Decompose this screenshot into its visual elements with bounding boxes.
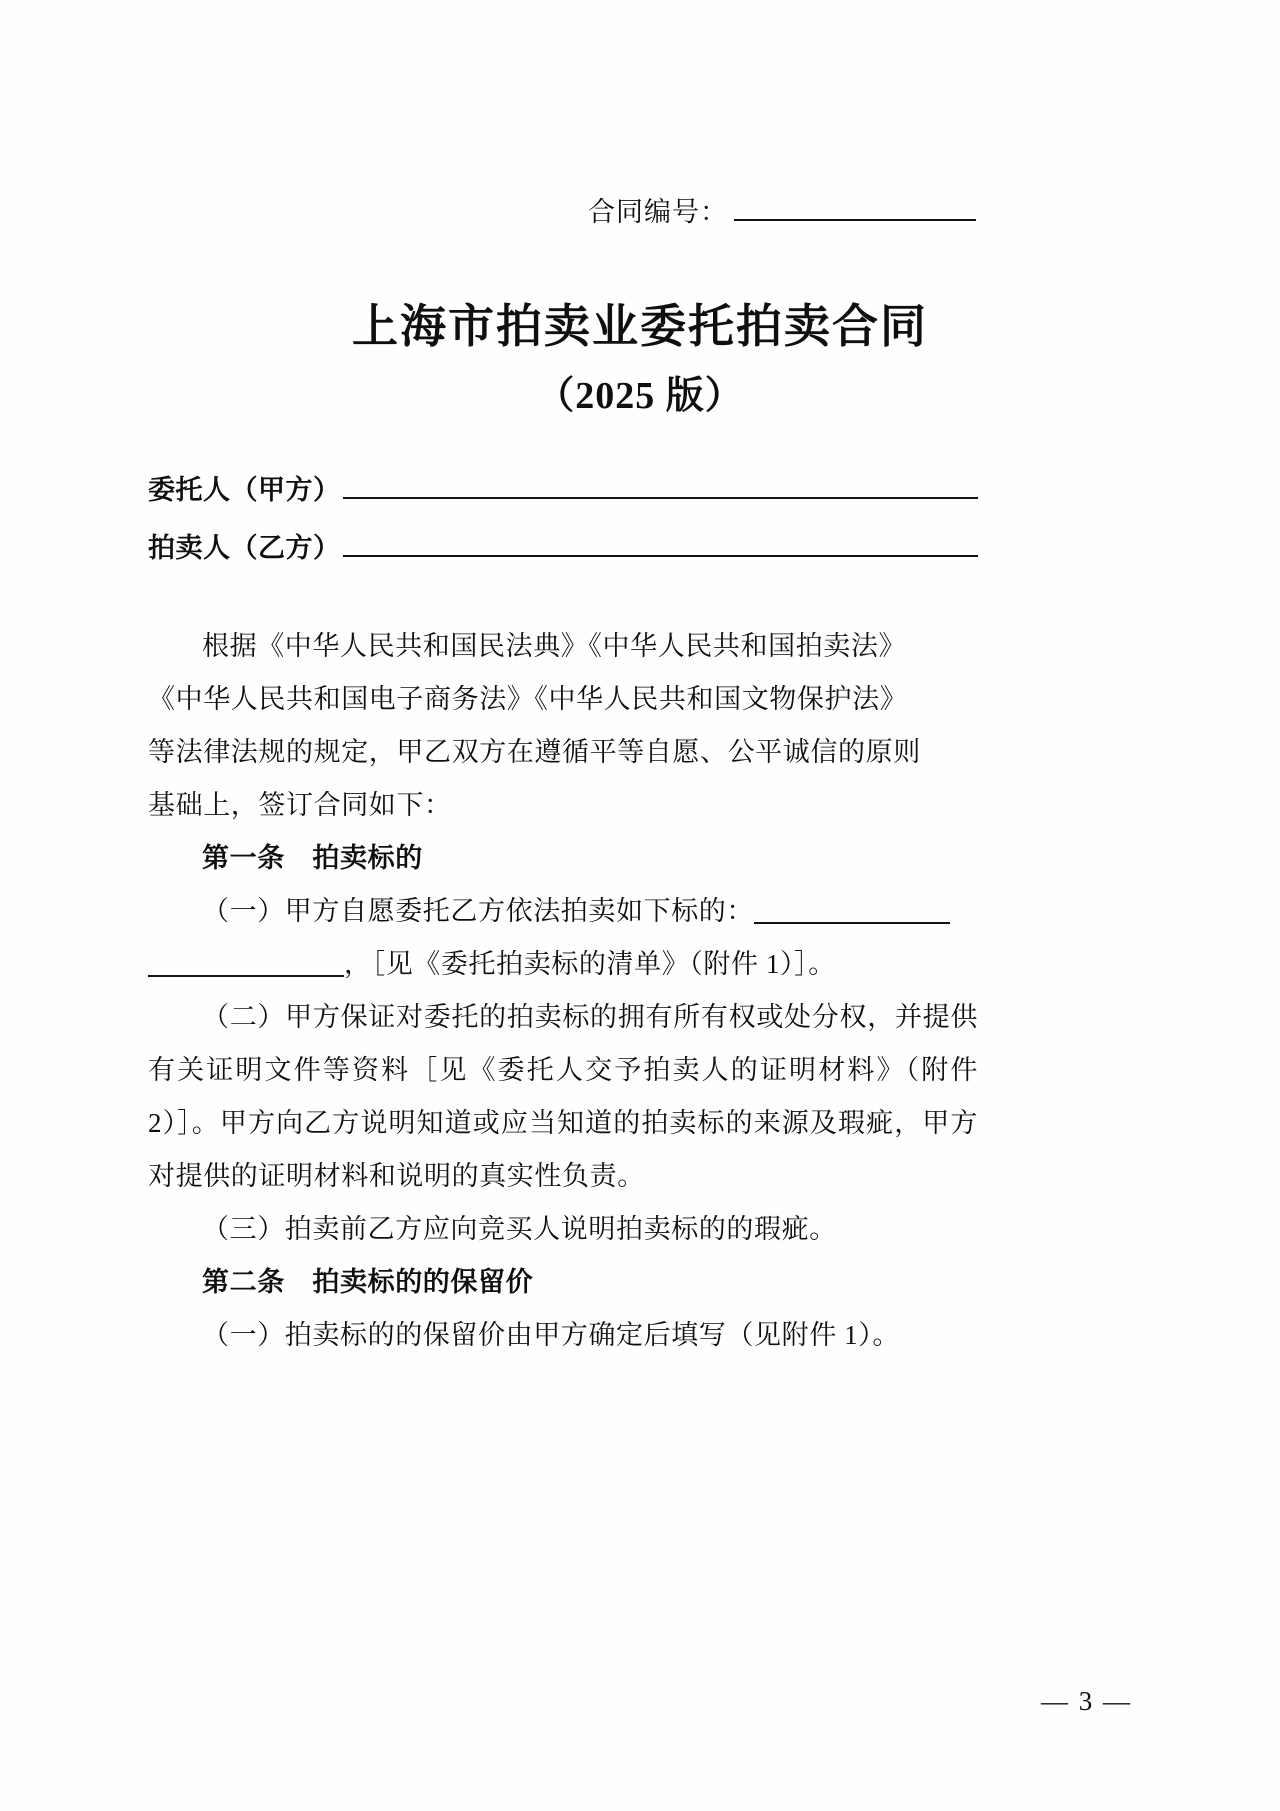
contract-number-label: 合同编号： [588,197,728,227]
preamble-line-3: 等法律法规的规定，甲乙双方在遵循平等自愿、公平诚信的原则 [148,737,921,767]
party-blank-entrustor[interactable] [343,473,979,499]
article-1-item-1 [148,885,978,991]
party-row-entrustor [148,468,978,522]
article-1-item-2: （二）甲方保证对委托的拍卖标的拥有所有权或处分权，并提供有关证明文件等资料［见《委托人交予拍卖人的证明材料》（附件 2）］。甲方向乙方说明知道或应当知道的拍卖标的来源及瑕疵，甲方对提供的证明材料和说明的真实性负责。 [148,1002,978,1191]
auction-subject-blank-1[interactable] [754,900,950,924]
article-1-item-3: （三）拍卖前乙方应向竞买人说明拍卖标的的瑕疵。 [202,1214,837,1244]
article-1-item-1-text-before: （一）甲方自愿委托乙方依法拍卖如下标的： [202,896,754,926]
document-title: 上海市拍卖业委托拍卖合同 [352,301,928,352]
party-blank-auctioneer[interactable] [343,531,979,557]
article-2-item-1: （一）拍卖标的的保留价由甲方确定后填写（见附件 1）。 [202,1320,900,1350]
preamble-line-4: 基础上，签订合同如下： [148,790,452,820]
contract-number-blank[interactable] [734,193,976,221]
auction-subject-blank-2[interactable] [148,953,344,977]
page-number: — 3 — [1041,1686,1132,1716]
article-1-item-1-text-after: ，［见《委托拍卖标的清单》（附件 1）］。 [344,949,836,979]
preamble-line-2: 《中华人民共和国电子商务法》《中华人民共和国文物保护法》 [148,684,908,714]
party-label-entrustor: 委托人（甲方） [148,475,341,505]
parties-block [148,468,978,584]
party-label-auctioneer: 拍卖人（乙方） [148,533,341,563]
article-heading-1: 第一条 拍卖标的 [202,843,423,873]
document-subtitle: （2025 版） [536,375,744,417]
party-row-auctioneer [148,526,978,580]
article-heading-2: 第二条 拍卖标的的保留价 [202,1267,534,1297]
preamble-line-1: 根据《中华人民共和国民法典》《中华人民共和国拍卖法》 [202,631,907,661]
preamble-paragraph [148,620,978,832]
document-body [148,620,978,1362]
contract-number-row [0,190,1280,229]
